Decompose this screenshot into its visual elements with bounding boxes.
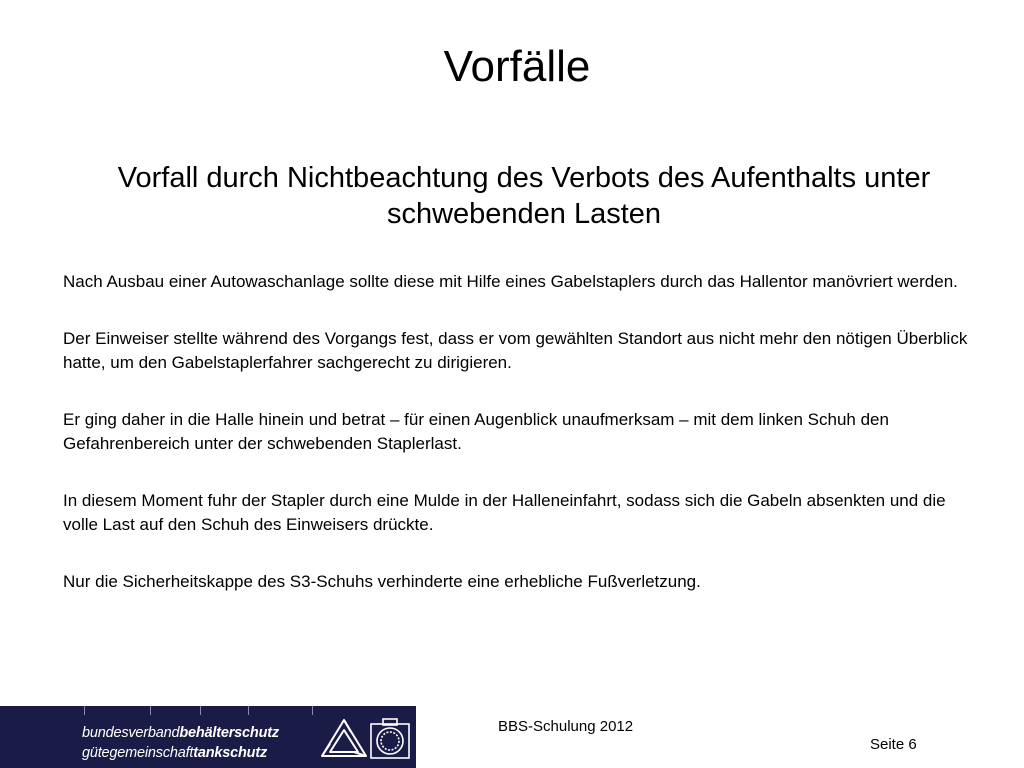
impossible-triangle-logo-icon bbox=[320, 718, 368, 758]
slide-title: Vorfälle bbox=[443, 42, 591, 91]
logo-divider bbox=[200, 706, 201, 715]
logo-text-line-1 bbox=[82, 724, 332, 742]
logo-text-light: gütegemeinschaft bbox=[82, 745, 194, 761]
logo-divider bbox=[248, 706, 249, 715]
paragraph-4: In diesem Moment fuhr der Stapler durch eine Mulde in der Halleneinfahrt, sodass sich die Gabeln absenkten und die volle Last auf den Schuh des Einweisers drückte. bbox=[63, 491, 946, 534]
logo-text-light: bundesverband bbox=[82, 725, 180, 741]
logo-text-line-2 bbox=[82, 744, 332, 762]
quality-seal-icon bbox=[369, 718, 411, 760]
slide-subtitle: Vorfall durch Nichtbeachtung des Verbots des Aufenthalts unter schwebenden Lasten bbox=[117, 162, 931, 230]
logo-divider bbox=[84, 706, 85, 715]
page-number: Seite 6 bbox=[870, 736, 917, 753]
logo-text-bold: tankschutz bbox=[193, 745, 268, 761]
paragraph-2: Der Einweiser stellte während des Vorgangs fest, dass er vom gewählten Standort aus nicht mehr den nötigen Überblick hatte, um den Gabelstaplerfahrer sachgerecht zu dirigieren. bbox=[63, 329, 968, 372]
logo-divider bbox=[312, 706, 313, 715]
paragraph-5: Nur die Sicherheitskappe des S3-Schuhs verhinderte eine erhebliche Fußverletzung. bbox=[63, 572, 701, 591]
paragraph-3: Er ging daher in die Halle hinein und betrat – für einen Augenblick unaufmerksam – mit dem linken Schuh den Gefahrenbereich unter der schwebenden Staplerlast. bbox=[63, 410, 889, 453]
logo-banner bbox=[0, 706, 416, 768]
body-text bbox=[63, 270, 983, 627]
footer-event: BBS-Schulung 2012 bbox=[498, 718, 634, 735]
logo-divider bbox=[150, 706, 151, 715]
logo-text-bold: behälterschutz bbox=[179, 725, 279, 741]
paragraph-1: Nach Ausbau einer Autowaschanlage sollte diese mit Hilfe eines Gabelstaplers durch das Hallentor manövriert werden. bbox=[63, 272, 958, 291]
